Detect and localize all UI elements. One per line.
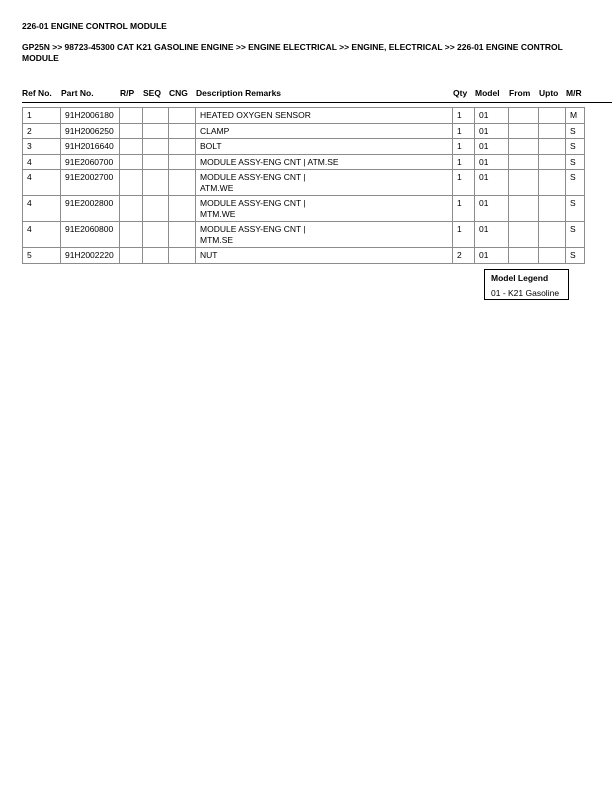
rp-cell	[120, 154, 143, 170]
mr-cell: S	[566, 170, 585, 196]
description-line: MTM.WE	[200, 208, 236, 219]
model-cell: 01	[475, 108, 509, 124]
description-line: CLAMP	[200, 125, 230, 136]
ref-no-cell: 3	[23, 139, 61, 155]
description-cell	[196, 196, 453, 222]
model-cell: 01	[475, 222, 509, 248]
qty-cell: 1	[453, 196, 475, 222]
from-cell	[509, 154, 539, 170]
model-cell: 01	[475, 248, 509, 264]
model-cell: 01	[475, 154, 509, 170]
description-line: MODULE ASSY-ENG CNT |	[200, 172, 306, 182]
seq-cell	[143, 248, 169, 264]
cng-cell	[169, 108, 196, 124]
table-row	[23, 123, 585, 139]
ref-no-cell: 4	[23, 222, 61, 248]
upto-cell	[539, 154, 566, 170]
qty-cell: 2	[453, 248, 475, 264]
part-no-cell: 91H2006180	[61, 108, 120, 124]
upto-cell	[539, 123, 566, 139]
description-cell	[196, 222, 453, 248]
description-line: HEATED OXYGEN SENSOR	[200, 110, 311, 120]
mr-cell: S	[566, 139, 585, 155]
description-cell	[196, 139, 453, 155]
header-cng: CNG	[169, 88, 188, 98]
header-rule	[22, 102, 612, 103]
cng-cell	[169, 196, 196, 222]
header-part-no: Part No.	[61, 88, 94, 98]
parts-table	[22, 107, 585, 264]
part-no-cell: 91H2016640	[61, 139, 120, 155]
part-no-cell: 91H2006250	[61, 123, 120, 139]
description-line: MODULE ASSY-ENG CNT |	[200, 224, 306, 234]
description-line: BOLT	[200, 141, 222, 151]
description-line: MODULE ASSY-ENG CNT | ATM.SE	[200, 156, 339, 167]
from-cell	[509, 248, 539, 264]
ref-no-cell: 4	[23, 170, 61, 196]
description-cell	[196, 123, 453, 139]
table-row	[23, 154, 585, 170]
mr-cell: S	[566, 196, 585, 222]
upto-cell	[539, 222, 566, 248]
from-cell	[509, 123, 539, 139]
cng-cell	[169, 154, 196, 170]
part-no-cell: 91H2002220	[61, 248, 120, 264]
model-cell: 01	[475, 139, 509, 155]
description-cell	[196, 108, 453, 124]
model-legend-title: Model Legend	[491, 273, 549, 283]
description-cell	[196, 170, 453, 196]
ref-no-cell: 5	[23, 248, 61, 264]
rp-cell	[120, 139, 143, 155]
table-row	[23, 196, 585, 222]
cng-cell	[169, 123, 196, 139]
seq-cell	[143, 108, 169, 124]
parts-table-body	[23, 108, 585, 264]
table-row	[23, 139, 585, 155]
description-cell	[196, 154, 453, 170]
description-cell	[196, 248, 453, 264]
seq-cell	[143, 154, 169, 170]
header-rp: R/P	[120, 88, 135, 98]
upto-cell	[539, 139, 566, 155]
header-ref-no: Ref No.	[22, 88, 52, 98]
qty-cell: 1	[453, 123, 475, 139]
from-cell	[509, 108, 539, 124]
ref-no-cell: 4	[23, 196, 61, 222]
from-cell	[509, 139, 539, 155]
part-no-cell: 91E2060700	[61, 154, 120, 170]
model-legend	[484, 269, 569, 300]
upto-cell	[539, 196, 566, 222]
upto-cell	[539, 170, 566, 196]
rp-cell	[120, 222, 143, 248]
seq-cell	[143, 196, 169, 222]
header-seq: SEQ	[143, 88, 161, 98]
qty-cell: 1	[453, 108, 475, 124]
header-mr: M/R	[566, 88, 582, 98]
header-description: Description Remarks	[196, 88, 282, 98]
cng-cell	[169, 170, 196, 196]
upto-cell	[539, 248, 566, 264]
rp-cell	[120, 170, 143, 196]
cng-cell	[169, 248, 196, 264]
part-no-cell: 91E2002800	[61, 196, 120, 222]
rp-cell	[120, 108, 143, 124]
qty-cell: 1	[453, 139, 475, 155]
mr-cell: S	[566, 222, 585, 248]
rp-cell	[120, 196, 143, 222]
part-no-cell: 91E2060800	[61, 222, 120, 248]
table-row	[23, 170, 585, 196]
mr-cell: S	[566, 123, 585, 139]
header-qty: Qty	[453, 88, 468, 98]
cng-cell	[169, 139, 196, 155]
table-row	[23, 222, 585, 248]
seq-cell	[143, 170, 169, 196]
qty-cell: 1	[453, 222, 475, 248]
from-cell	[509, 170, 539, 196]
description-line: MODULE ASSY-ENG CNT |	[200, 198, 306, 208]
qty-cell: 1	[453, 170, 475, 196]
rp-cell	[120, 248, 143, 264]
model-legend-entry: 01 - K21 Gasoline	[491, 288, 560, 298]
table-row	[23, 108, 585, 124]
model-cell: 01	[475, 196, 509, 222]
seq-cell	[143, 123, 169, 139]
qty-cell: 1	[453, 154, 475, 170]
header-from: From	[509, 88, 531, 98]
seq-cell	[143, 222, 169, 248]
description-line: NUT	[200, 250, 218, 260]
part-no-cell: 91E2002700	[61, 170, 120, 196]
mr-cell: M	[566, 108, 585, 124]
header-model: Model	[475, 88, 500, 98]
from-cell	[509, 196, 539, 222]
header-upto: Upto	[539, 88, 559, 98]
breadcrumb: GP25N >> 98723-45300 CAT K21 GASOLINE ENGINE >> ENGINE ELECTRICAL >> ENGINE, ELECTRICAL >> 226-01 ENGINE CONTROL MODULE	[22, 42, 563, 63]
from-cell	[509, 222, 539, 248]
model-cell: 01	[475, 170, 509, 196]
mr-cell: S	[566, 248, 585, 264]
table-row	[23, 248, 585, 264]
page-title: 226-01 ENGINE CONTROL MODULE	[22, 21, 167, 31]
ref-no-cell: 4	[23, 154, 61, 170]
ref-no-cell: 1	[23, 108, 61, 124]
description-line: MTM.SE	[200, 234, 234, 245]
mr-cell: S	[566, 154, 585, 170]
seq-cell	[143, 139, 169, 155]
model-cell: 01	[475, 123, 509, 139]
rp-cell	[120, 123, 143, 139]
upto-cell	[539, 108, 566, 124]
ref-no-cell: 2	[23, 123, 61, 139]
cng-cell	[169, 222, 196, 248]
description-line: ATM.WE	[200, 182, 234, 193]
